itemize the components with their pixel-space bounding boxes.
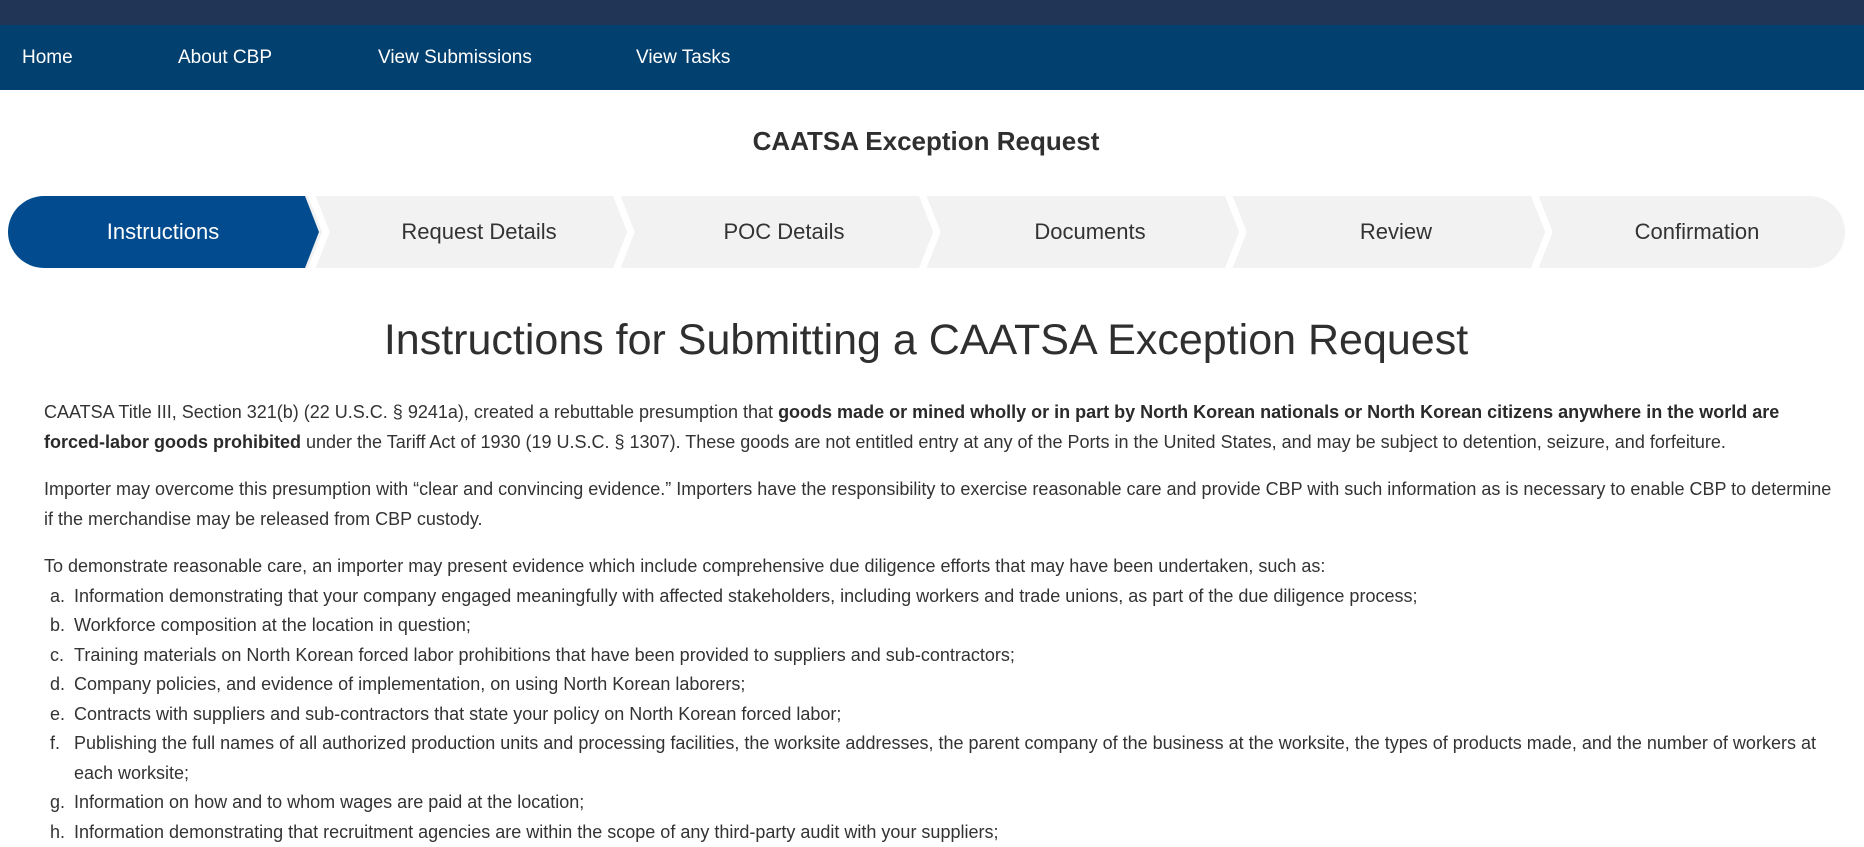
list-item: d. Company policies, and evidence of implementation, on using North Korean laborers; — [44, 670, 1844, 700]
instructions-content — [44, 398, 1844, 847]
step-confirmation[interactable]: Confirmation — [1549, 196, 1845, 268]
list-item: f. Publishing the full names of all authorized production units and processing facilities, the worksite addresses, the parent company of the business at the worksite, the types of products made, and the number of workers at each worksite; — [44, 729, 1844, 788]
bold-emphasis: goods made or mined wholly or in part by North Korean nationals or North Korean citizens anywhere in the world are forced-labor goods prohibited — [44, 402, 1779, 452]
nav-view-tasks-link[interactable]: View Tasks — [636, 25, 730, 90]
instructions-heading: Instructions for Submitting a CAATSA Exception Request — [0, 316, 1852, 365]
list-item: c. Training materials on North Korean forced labor prohibitions that have been provided to suppliers and sub-contractors; — [44, 641, 1844, 671]
top-strip — [0, 0, 1864, 25]
nav-view-submissions-link[interactable]: View Submissions — [378, 25, 532, 90]
step-review[interactable]: Review — [1243, 196, 1549, 268]
list-item: h. Information demonstrating that recruitment agencies are within the scope of any third-party audit with your suppliers; — [44, 818, 1844, 847]
step-poc-details[interactable]: POC Details — [631, 196, 937, 268]
list-item: e. Contracts with suppliers and sub-contractors that state your policy on North Korean forced labor; — [44, 700, 1844, 730]
evidence-paragraph: Importer may overcome this presumption with “clear and convincing evidence.” Importers have the responsibility to exercise reasonable care and provide CBP with such information as is necessary to enable CBP to determine if the merchandise may be released from CBP custody. — [44, 475, 1844, 534]
nav-home-link[interactable]: Home — [22, 25, 73, 90]
step-instructions[interactable]: Instructions — [8, 196, 318, 268]
step-request-details[interactable]: Request Details — [326, 196, 632, 268]
main-navbar — [0, 25, 1864, 90]
due-diligence-list — [44, 582, 1844, 847]
intro-paragraph: CAATSA Title III, Section 321(b) (22 U.S.C. § 9241a), created a rebuttable presumption that goods made or mined wholly or in part by North Korean nationals or North Korean citizens anywhere in the world are forced-labor goods prohibited under the Tariff Act of 1930 (19 U.S.C. § 1307). These goods are not entitled entry at any of the Ports in the United States, and may be subject to detention, seizure, and forfeiture. — [44, 398, 1844, 457]
list-item: a. Information demonstrating that your company engaged meaningfully with affected stakeholders, including workers and trade unions, as part of the due diligence process; — [44, 582, 1844, 612]
progress-stepper — [8, 196, 1845, 268]
step-documents[interactable]: Documents — [937, 196, 1243, 268]
reasonable-care-paragraph: To demonstrate reasonable care, an importer may present evidence which include comprehensive due diligence efforts that may have been undertaken, such as: — [44, 552, 1844, 582]
list-item: b. Workforce composition at the location in question; — [44, 611, 1844, 641]
page-title: CAATSA Exception Request — [0, 126, 1852, 157]
list-item: g. Information on how and to whom wages are paid at the location; — [44, 788, 1844, 818]
nav-about-cbp-link[interactable]: About CBP — [178, 25, 272, 90]
